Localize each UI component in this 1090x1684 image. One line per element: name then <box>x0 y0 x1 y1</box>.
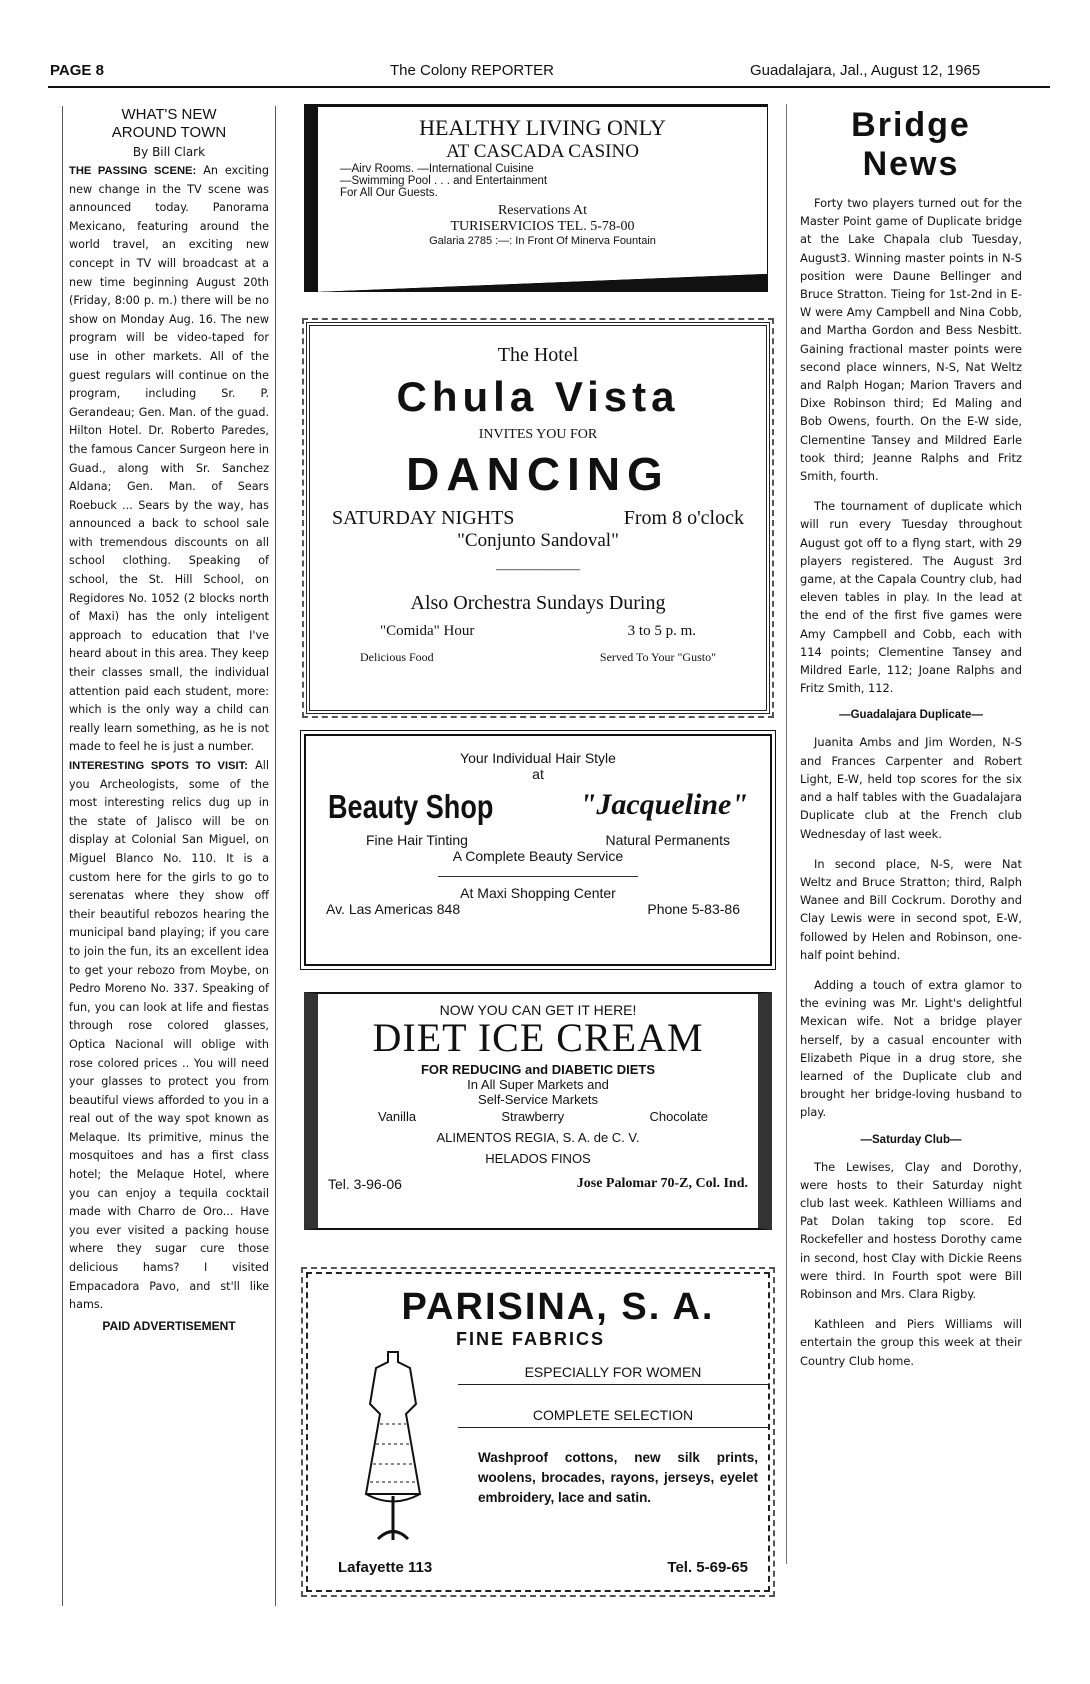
shop-name-jacqueline: "Jacqueline" <box>579 788 748 821</box>
column-byline: By Bill Clark <box>132 145 206 159</box>
dancing-headline: DANCING <box>406 448 670 500</box>
ad-line: FOR REDUCING and DIABETIC DIETS <box>420 1062 655 1077</box>
column-bridge-news <box>800 106 1022 1382</box>
ad-line: Also Orchestra Sundays During <box>410 592 666 614</box>
flavor: Chocolate <box>649 1109 708 1124</box>
flavors-row <box>378 1109 708 1124</box>
paragraph-text: All you Archeologists, some of the most interesting relics dug up in the state of Jalisco will be on display at Colonial San Miguel, on Miguel Blanco No. 110. It is a custom here for the girls to go to serenatas where they show off their beautiful rebozos hearing the municipal band playing; if you care to join the fun, its an excellent idea to get your rebozo from Moybe, on Pedro Moreno No. 337. Speaking of fun, you can look at life and fiestas through rose colored glasses, Optica Nacional will oblige with rose colored prices .. You will need your glasses to protect you from beautiful views afforded to you in a real out of the way spot known as Melaque. Its primitive, minus the mosquitoes and has a first class hotel; the Melaque Hotel, where you can enjoy a tequila cocktail made with Charro de Oro... Have you ever visited a packing house where they sugar cure those delicious hams? I visited Empacadora Pavo, and st'll like hams. <box>69 759 269 1312</box>
ad-row <box>380 623 696 640</box>
ad-line: HELADOS FINOS <box>485 1151 591 1166</box>
ad-line: NOW YOU CAN GET IT HERE! <box>439 1002 637 1018</box>
column-paragraph <box>69 162 269 757</box>
ad-line: INVITES YOU FOR <box>478 427 598 442</box>
ad-row <box>326 901 740 917</box>
ad-line: A Complete Beauty Service <box>452 848 624 864</box>
ad-diet-ice-cream <box>304 992 772 1230</box>
ad-divider: —————— <box>496 562 580 577</box>
fabric-list: Washproof cottons, new silk prints, woolens, brocades, rayons, jerseys, eyelet embroidery, lace and satin. <box>478 1450 758 1505</box>
ad-line: —Airv Rooms. —International Cuisine <box>340 163 534 175</box>
ad-line: At Maxi Shopping Center <box>460 885 616 901</box>
ad-line: The Hotel <box>497 344 579 366</box>
ad-line: ESPECIALLY FOR WOMEN <box>458 1364 768 1385</box>
ad-line: Reservations At <box>497 203 588 218</box>
dress-form-icon <box>338 1344 448 1544</box>
ad-phone: Phone 5-83-86 <box>647 901 740 917</box>
page-header <box>50 62 1050 86</box>
flavor: Strawberry <box>501 1109 565 1124</box>
newspaper-name: The Colony REPORTER <box>390 62 554 79</box>
article-paragraph: In second place, N-S, were Nat Weltz and Bruce Stratton; third, Ralph Wanee and Bill Cockrum. Dorothy and Clay Lewis were in second spot, E-W, followed by Helen and Robinson, one-half point behind. <box>800 856 1022 962</box>
ad-line: Natural Permanents <box>605 832 730 848</box>
ad-phone: Tel. 5-69-65 <box>667 1559 748 1576</box>
column-title-line2: AROUND TOWN <box>111 124 227 141</box>
ad-line: Fine Hair Tinting <box>366 832 468 848</box>
article-paragraph: Adding a touch of extra glamor to the evining was Mr. Light's delightful Mexican wife. Not a bridge player herself, by a casual encounter with Elizabeth Pique in a drug store, she learned of the Duplicate club and brought her bridge-loving husband to play. <box>800 977 1022 1120</box>
paid-advertisement-label: PAID ADVERTISEMENT <box>102 1318 236 1333</box>
dateline: Guadalajara, Jal., August 12, 1965 <box>750 62 981 79</box>
ad-line: FINE FABRICS <box>456 1329 606 1349</box>
ad-line: Served To Your "Gusto" <box>599 650 716 664</box>
ad-chula-vista <box>306 322 770 714</box>
paragraph-lead: INTERESTING SPOTS TO VISIT: <box>69 760 248 772</box>
ad-line: In All Super Markets and <box>467 1077 609 1092</box>
subhead: —Guadalajara Duplicate— <box>839 709 983 722</box>
ad-line: SATURDAY NIGHTS <box>332 507 515 529</box>
column-whats-new <box>62 106 276 1606</box>
ad-row <box>338 1559 748 1576</box>
paragraph-text: An exciting new change in the TV scene was announced today. Panorama Mexicano, featuring around the world travel, an exciting new concept in TV will broadcast at a new time beginning August 20th (Friday, 8:00 p. m.) there will be no show on Monday Aug. 16. The new program will be video-taped for use in other markets. All of the guest regulars will continue on the program, including Sr. P. Gerandeau; Gen. Man. of the guad. Hilton Hotel. Dr. Roberto Paredes, the famous Cancer Surgeon here in Guad., along with Sr. Sanchez Aldana; Gen. Man. of Sears Roebuck ... Sears by the way, has announced a back to school sale with tremendous discounts on all school clothing. Speaking of school, the St. Hill School, on Regidores No. 1052 (2 blocks north of Maxi) has the only inteligent approach to education that I've heard about in this area. They keep their classes small, the individual attention paid each student, more: which is the only way a child can really learn something, as he is not made to feel he is just a number. <box>69 164 269 754</box>
bridge-news-title: Bridge News <box>851 106 971 183</box>
store-name: PARISINA, S. A. <box>401 1286 715 1328</box>
article-paragraph: Juanita Ambs and Jim Worden, N-S and Frances Carpenter and Robert Light, E-W, held top scores for the six and a half tables with the Guadalajara Duplicate club at the French club Wednesday of last week. <box>800 735 1022 841</box>
ad-row <box>328 788 748 826</box>
ad-row <box>328 1176 748 1192</box>
article-paragraph: Forty two players turned out for the Master Point game of Duplicate bridge at the Lake Chapala club Tuesday, August3. Winning master points in N-S position were Daune Bellinger and Bruce Stratton. Tieing for 1st-2nd in E-W were Amy Campbell and Nina Cobb, and Martha Gordon and Bess Nesbitt. Gaining fractional master points were second place winners, N-S, Nat Weltz and Ralph Hogan; Marion Travers and Dixe Robinson third; Ed Maling and Bob Owens, fourth. On the E-W side, Clementine Tansey and Mildred Earle took third; Jeanne Ralphs and Fritz Smith, fourth. <box>800 196 1022 484</box>
ad-row <box>360 650 716 665</box>
ad-line: For All Our Guests. <box>340 187 438 199</box>
ad-line: "Comida" Hour <box>380 623 475 639</box>
ad-shadow <box>318 274 767 292</box>
ad-line: at <box>532 766 544 782</box>
ad-line: Your Individual Hair Style <box>460 750 616 766</box>
column-title-line1: WHAT'S NEW <box>121 106 217 123</box>
ad-line: —Swimming Pool . . . and Entertainment <box>340 175 548 187</box>
page-number: PAGE 8 <box>50 62 104 79</box>
ad-line: From 8 o'clock <box>623 507 744 529</box>
ad-line: Self-Service Markets <box>478 1092 598 1107</box>
ad-address: Av. Las Americas 848 <box>326 901 461 917</box>
subhead: —Saturday Club— <box>860 1133 962 1146</box>
ad-cascada-casino <box>304 104 768 292</box>
column-paragraph <box>69 757 269 1315</box>
ad-line: 3 to 5 p. m. <box>627 623 696 639</box>
ad-beauty-shop <box>304 734 772 966</box>
column-divider <box>786 104 787 1564</box>
ad-divider <box>438 876 638 877</box>
ad-address: Galaria 2785 :—: In Front Of Minerva Fountain <box>429 235 656 247</box>
company-name: ALIMENTOS REGIA, S. A. de C. V. <box>436 1130 640 1145</box>
ad-headline: HEALTHY LIVING ONLY <box>419 115 666 140</box>
flavor: Vanilla <box>378 1109 417 1124</box>
shop-name: Beauty Shop <box>328 788 494 825</box>
article-paragraph: Kathleen and Piers Williams will entertain the group this week at their Country Club home. <box>800 1317 1022 1368</box>
header-rule <box>48 86 1050 88</box>
ad-line: Delicious Food <box>360 650 434 664</box>
paragraph-lead: THE PASSING SCENE: <box>69 165 197 177</box>
ice-cream-headline: DIET ICE CREAM <box>372 1015 704 1060</box>
ad-phone: Tel. 3-96-06 <box>328 1176 402 1192</box>
article-paragraph: The Lewises, Clay and Dorothy, were hosts to their Saturday night club last week. Kathleen Williams and Pat Dolan taking top score. Ed Rockefeller and hostess Dorothy came in second, host Clay with Dickie Reens were third. In Fourth spot were Bill Robinson and Mrs. Clara Rigby. <box>800 1159 1022 1301</box>
ad-address: Lafayette 113 <box>338 1559 433 1576</box>
ad-subheadline: AT CASCADA CASINO <box>446 141 639 162</box>
ad-address: Jose Palomar 70-Z, Col. Ind. <box>576 1176 748 1191</box>
article-paragraph: The tournament of duplicate which will run every Tuesday throughout August got off to a flyng start, with 29 players registered. The August 3rd game, at the Capala Country club, had eleven tables in play. In the lead at the end of the first five games were Amy Campbell and Cobb, each with 114 points; Clementine Tansey and Mildred Earle, 112; Joane Ralphs and Fritz Smith, 112. <box>800 499 1022 696</box>
ad-row <box>366 832 730 848</box>
ad-line: COMPLETE SELECTION <box>458 1407 768 1428</box>
hotel-name: Chula Vista <box>396 373 680 420</box>
ad-phone: TURISERVICIOS TEL. 5-78-00 <box>450 219 635 234</box>
ad-parisina <box>306 1272 770 1592</box>
band-name: "Conjunto Sandoval" <box>457 530 619 551</box>
ad-row <box>332 507 744 530</box>
